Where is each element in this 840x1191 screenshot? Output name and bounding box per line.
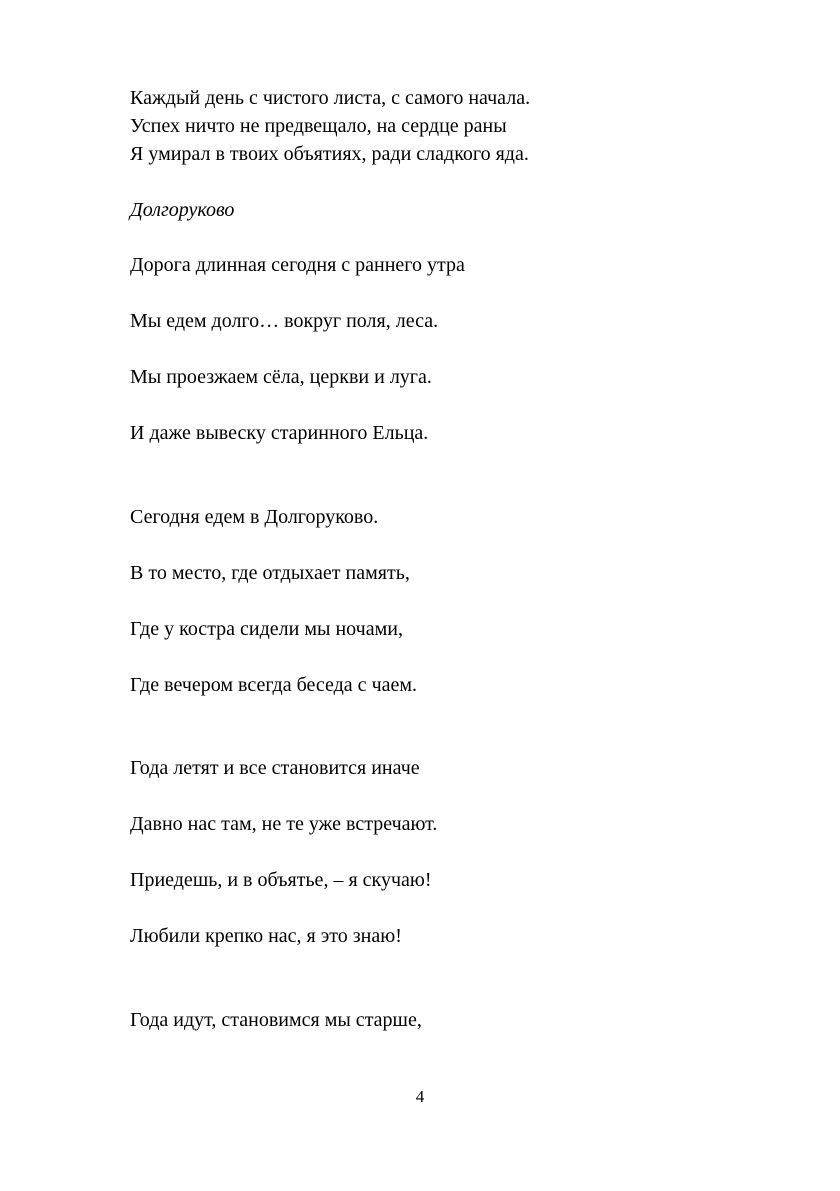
- stanza-2-line-4: Где вечером всегда беседа с чаем.: [130, 674, 418, 696]
- stanza-3-line-1: Года летят и все становится иначе: [130, 757, 420, 779]
- stanza-3-line-2: Давно нас там, не те уже встречают.: [130, 813, 438, 835]
- stanza-3-line-3: Приедешь, и в объятье, – я скучаю!: [130, 869, 432, 891]
- intro-line-3: Я умирал в твоих объятиях, ради сладкого яда.: [130, 143, 529, 165]
- stanza-2-line-2: В то место, где отдыхает память,: [130, 562, 410, 584]
- stanza-1-line-3: Мы проезжаем сёла, церкви и луга.: [130, 366, 432, 388]
- stanza-2-line-1: Сегодня едем в Долгоруково.: [130, 506, 379, 528]
- page-number: 4: [415, 1087, 425, 1106]
- stanza-1-line-1: Дорога длинная сегодня с раннего утра: [130, 254, 465, 276]
- stanza-1-line-2: Мы едем долго… вокруг поля, леса.: [130, 310, 439, 332]
- intro-line-1: Каждый день с чистого листа, с самого начала.: [130, 87, 531, 109]
- stanza-1-line-4: И даже вывеску старинного Ельца.: [130, 422, 429, 444]
- intro-line-2: Успех ничто не предвещало, на сердце раны: [130, 115, 507, 137]
- stanza-3-line-4: Любили крепко нас, я это знаю!: [130, 925, 402, 947]
- stanza-4-line-1: Года идут, становимся мы старше,: [130, 1009, 422, 1031]
- stanza-2-line-3: Где у костра сидели мы ночами,: [130, 618, 403, 640]
- poem-title: Долгоруково: [130, 199, 235, 221]
